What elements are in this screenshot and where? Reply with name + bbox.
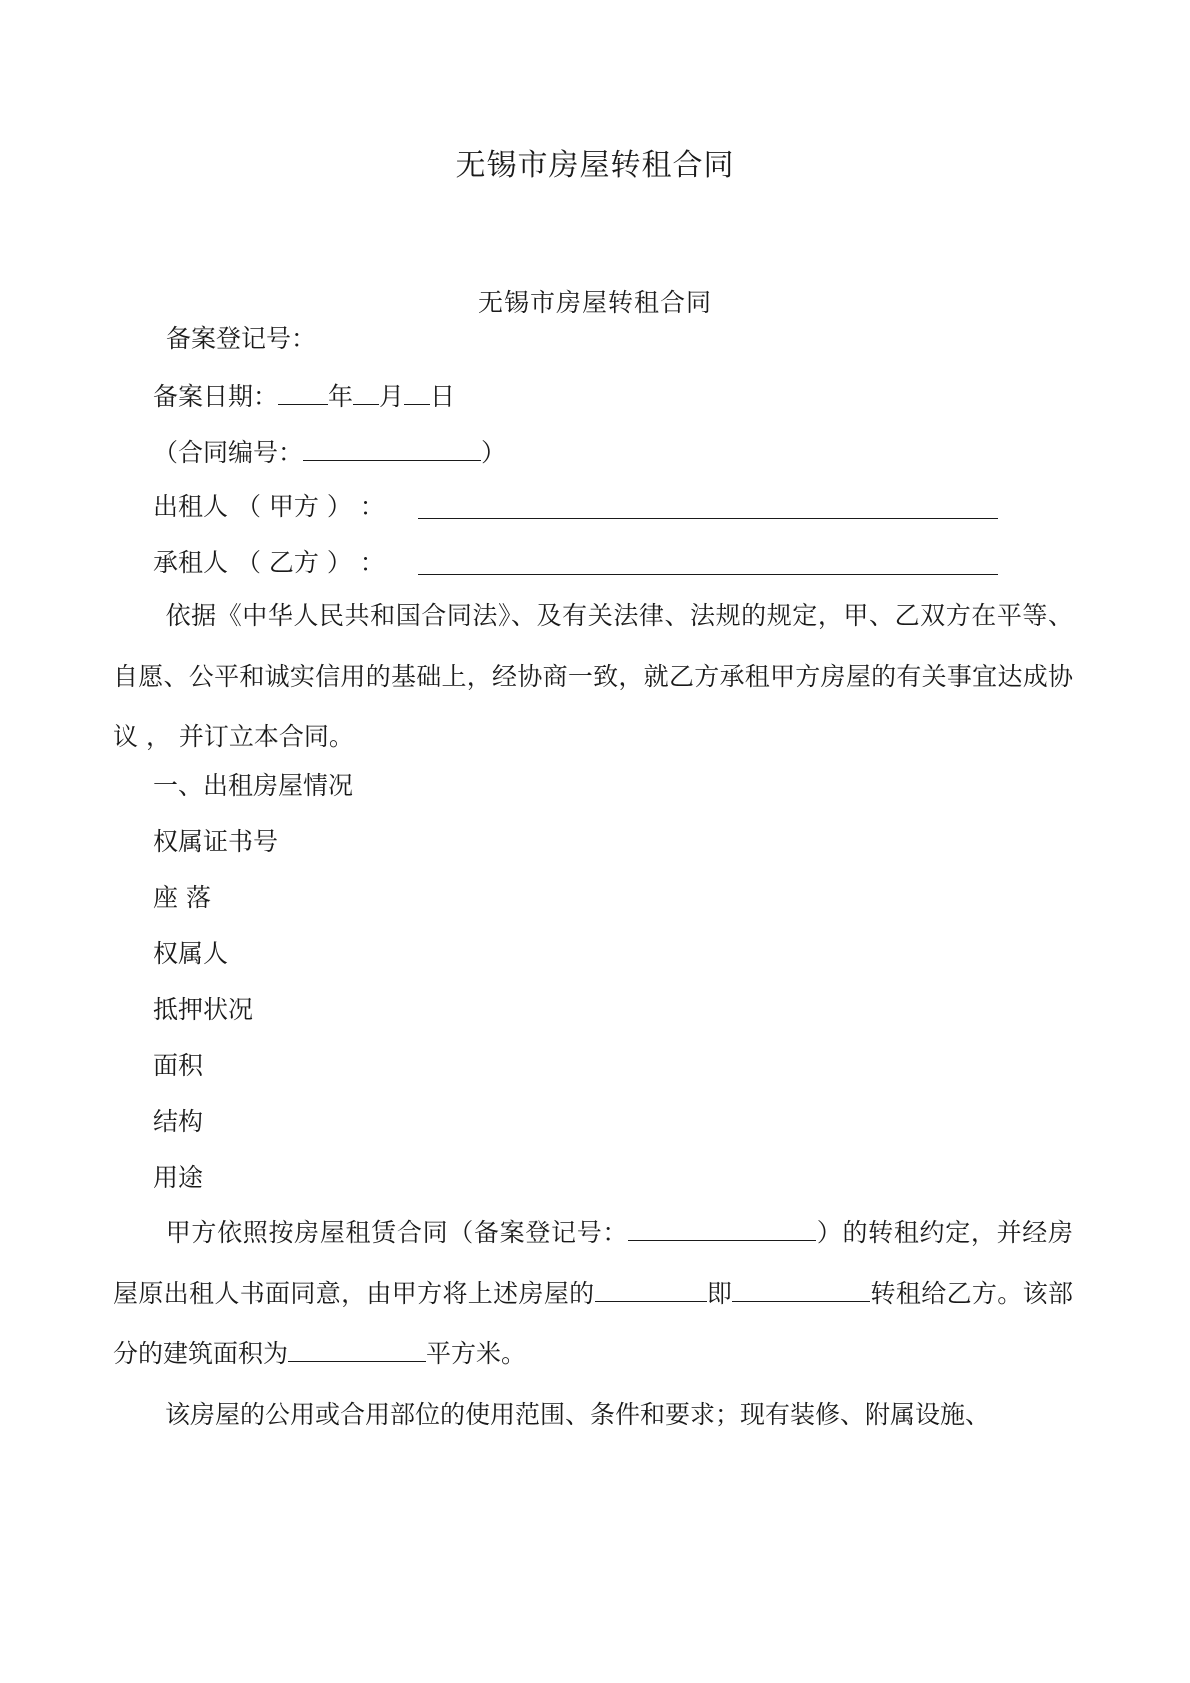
portion-blank[interactable]: [595, 1275, 707, 1302]
field-mortgage-status: 抵押状况: [153, 995, 254, 1024]
contract-number-line: [153, 434, 506, 470]
lessor-label: 出租人 （ 甲方 ） ：: [153, 492, 385, 521]
section1-heading: 一、出租房屋情况: [153, 771, 354, 800]
record-number-label: 备案登记号：: [166, 324, 317, 353]
field-location: 座 落: [153, 883, 211, 912]
document-title: 无锡市房屋转租合同: [455, 148, 735, 183]
common-parts-paragraph: [113, 1385, 1073, 1446]
sublease-text-3: 即: [706, 1278, 733, 1308]
contract-number-blank[interactable]: [303, 434, 481, 461]
record-date-line: [153, 378, 455, 414]
preamble-text: 依据《中华人民共和国合同法》、及有关法律、法规的规定，甲、乙双方在平等、自愿、公平和诚实信用的基础上，经协商一致，就乙方承租甲方房屋的有关事宜达成协议 ， 并订立本合同。: [113, 601, 1073, 751]
field-area: 面积: [153, 1051, 204, 1080]
building-area-blank[interactable]: [288, 1335, 426, 1362]
field-structure: 结构: [153, 1107, 204, 1136]
day-blank[interactable]: [404, 378, 430, 405]
field-owner: 权属人: [153, 939, 229, 968]
field-usage: 用途: [153, 1163, 204, 1192]
sublease-text-1: 甲方依照按房屋租赁合同（备案登记号：: [165, 1218, 629, 1247]
original-record-no-blank[interactable]: [628, 1214, 816, 1241]
lessee-blank[interactable]: [418, 574, 998, 575]
contract-subtitle: 无锡市房屋转租合同: [477, 288, 712, 317]
year-label: 年: [328, 382, 354, 411]
contract-number-open: （合同编号：: [153, 438, 304, 467]
sublease-text-4: 转租给乙方。该部分的建筑面积为: [113, 1278, 1073, 1368]
month-label: 月: [379, 382, 405, 411]
preamble-paragraph: [113, 586, 1073, 768]
record-date-label: 备案日期：: [153, 382, 279, 411]
contract-number-close: ）: [481, 438, 507, 467]
field-certificate-no: 权属证书号: [153, 827, 279, 856]
lessor-blank[interactable]: [418, 518, 998, 519]
sublease-paragraph: [113, 1203, 1073, 1385]
month-blank[interactable]: [353, 378, 379, 405]
year-blank[interactable]: [278, 378, 328, 405]
sublease-text-5: 平方米。: [426, 1339, 527, 1368]
common-parts-text: 该房屋的公用或合用部位的使用范围、条件和要求；现有装修、附属设施、: [165, 1400, 991, 1429]
day-label: 日: [430, 382, 456, 411]
sublease-text-2: ）的转租约定，并经房屋原出租人书面同意，由甲方将上述房屋的: [113, 1218, 1073, 1308]
portion-detail-blank[interactable]: [732, 1275, 870, 1302]
lessee-label: 承租人 （ 乙方 ） ：: [153, 548, 385, 577]
